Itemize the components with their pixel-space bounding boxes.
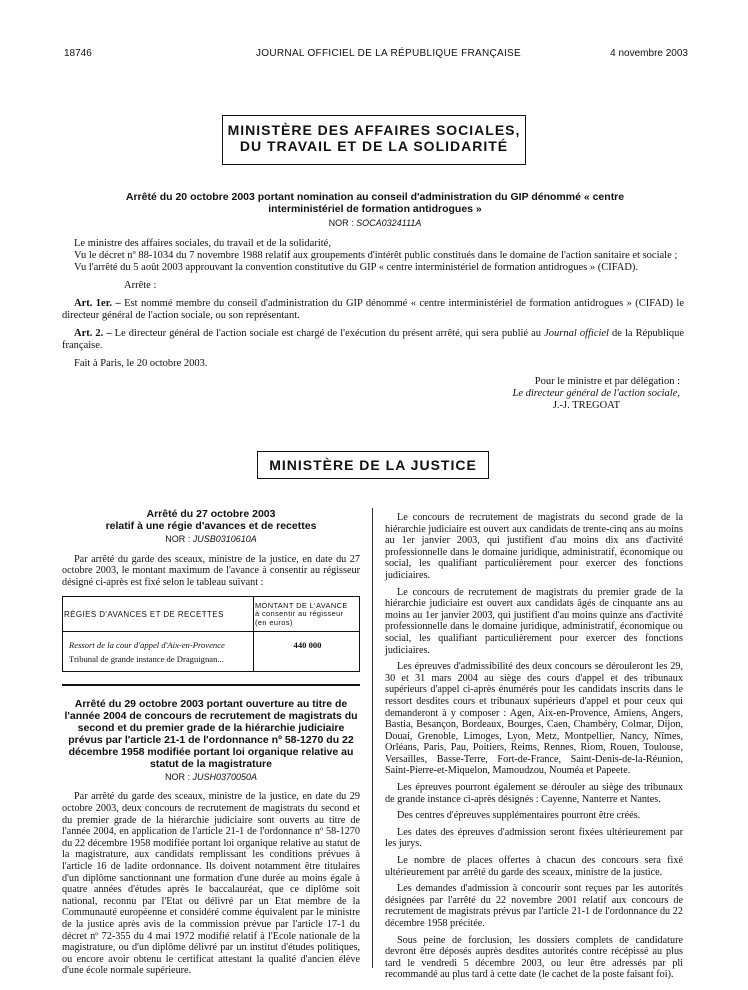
arrete-heading: Arrête :: [124, 280, 157, 291]
right-column: [385, 512, 683, 981]
nor-code: JUSH0370050A: [192, 771, 258, 782]
regie-table-header: [63, 597, 360, 632]
article-2: [62, 328, 684, 352]
journal-title: JOURNAL OFFICIEL DE LA RÉPUBLIQUE FRANÇAISE: [256, 48, 521, 59]
decree-title-cifad: Arrêté du 20 octobre 2003 portant nomination au conseil d'administration du GIP dénommé « centre interministériel de formation antidrogues »: [125, 191, 625, 215]
decree-title-regie-line2: relatif à une régie d'avances et de recettes: [105, 520, 317, 532]
article-2-label: Art. 2. –: [74, 328, 112, 339]
ministry-name-justice: MINISTÈRE DE LA JUSTICE: [269, 457, 477, 473]
decree-title-regie: [62, 508, 360, 532]
nor-code: JUSB0310610A: [192, 534, 257, 544]
nor-reference-regie: [62, 534, 360, 546]
paragraph-admission-dates: Les dates des épreuves d'admission seront fixées ultérieurement par les jurys.: [385, 826, 683, 850]
decree-title-regie-line1: Arrêté du 27 octobre 2003: [146, 508, 276, 520]
paragraph-applications: Les demandes d'admission à concourir sont reçues par les autorités désignées par l'arrêté du 22 novembre 2001 relatif aux concours de recrutement de magistrats prévus par l'article 21-1 de l'ordonnance du 22 décembre 1958 précitée.: [385, 883, 683, 929]
regie-table: [62, 596, 360, 672]
amount-header-line3: (en euros): [255, 617, 293, 627]
paragraph-deadline: Sous peine de forclusion, les dossiers complets de candidature devront être déposés auprès desdites autorités contre récépissé au plus tard le vendredi 5 décembre 2003, ou leur être adressés par pli recommandé au plus tard à cette date (le cachet de la poste faisant foi).: [385, 934, 683, 981]
article-2-journal: Journal officiel: [544, 328, 609, 339]
paragraph-first-grade: Le concours de recrutement de magistrats du premier grade de la hiérarchie judiciaire est ouvert aux candidats âgés de cinquante ans au moins au 1er janvier 2003, qui justifient d'au moins quinze ans d'activité professionnelle dans le domaine juridique, administratif, économique ou social, les qualifiant particulièrement pour exercer des fonctions judiciaires.: [385, 586, 683, 656]
column-divider: [372, 508, 373, 968]
regie-label: Tribunal de grande instance de Draguignan...: [69, 654, 224, 665]
nor-code: SOCA0324111A: [356, 218, 422, 228]
table-row: [63, 632, 360, 672]
regie-paragraph: Par arrêté du garde des sceaux, ministre de la justice, en date du 27 octobre 2003, le montant maximum de l'avance à consentir au régisseur désigné ci-après est fixé selon le tableau suivant :: [62, 553, 360, 588]
signature-block: [440, 376, 680, 412]
ministry-name-line1: MINISTÈRE DES AFFAIRES SOCIALES,: [227, 122, 521, 138]
signature-function: Le directeur général de l'action sociale,: [512, 388, 680, 399]
concours-intro-paragraph: Par arrêté du garde des sceaux, ministre de la justice, en date du 29 octobre 2003, deux concours de recrutement de magistrats du second et du premier grade de la hiérarchie judiciaire sont ouverts au titre de l'année 2004, en application de l'article 21-1 de l'ordonnance nº 58-1270 du 22 décembre 1958 modifiée portant loi organique relative au statut de la magistrature, aux candidats remplissant les conditions prévues à l'article 16 de ladite ordonnance. Ils doivent notamment être titulaires d'un diplôme sanctionnant une formation d'une durée au moins égale à quatre années d'études après le baccalauréat, que ce diplôme soit national, reconnu par l'Etat ou délivré par un Etat membre de la Communauté européenne et considéré comme équivalent par le ministre de la justice après avis de la commission prévue par l'article 17-1 du décret nº 72-355 du 4 mai 1972 modifié relatif à l'Ecole nationale de la magistrature, ou d'un diplôme délivré par un institut d'études politiques, ou encore avoir obtenu le certificat attestant la qualité d'ancien élève d'une école normale supérieure.: [62, 791, 360, 977]
ministry-box-justice: [257, 451, 489, 479]
article-1: [62, 298, 684, 322]
nor-reference-cifad: [120, 218, 630, 228]
article-2-text: Le directeur général de l'action sociale est chargé de l'exécution du présent arrêté, qui sera publié au: [114, 328, 542, 339]
article-1-text: Est nommé membre du conseil d'administration du GIP dénommé « centre interministériel de formation antidrogues » (CIFAD) le directeur général de l'action sociale, ou son représentant.: [62, 298, 685, 321]
ministry-box-social-affairs: [222, 115, 526, 165]
signed-at: Fait à Paris, le 20 octobre 2003.: [74, 358, 208, 369]
section-rule: [62, 684, 360, 686]
ministry-name-line2: DU TRAVAIL ET DE LA SOLIDARITÉ: [239, 138, 509, 154]
regie-group: Ressort de la cour d'appel d'Aix-en-Provence: [69, 640, 225, 651]
paragraph-tribunals: Les épreuves pourront également se dérouler au siège des tribunaux de grande instance ci-après désignés : Cayenne, Nanterre et Nantes.: [385, 782, 683, 805]
paragraph-centres: Des centres d'épreuves supplémentaires pourront être créés.: [397, 810, 641, 822]
visa-order: Vu l'arrêté du 5 août 2003 approuvant la convention constitutive du GIP « centre interministériel de formation antidrogues » (CIFAD).: [74, 262, 639, 273]
decree-title-concours: Arrêté du 29 octobre 2003 portant ouverture au titre de l'année 2004 de concours de recrutement de magistrats du second et du premier grade de la hiérarchie judiciaire prévus par l'article 21-1 de l'ordonnance nº 58-1270 du 22 décembre 1958 modifiée portant loi organique relative au statut de la magistrature: [64, 697, 358, 770]
paragraph-admissibility: Les épreuves d'admissibilité des deux concours se dérouleront les 29, 30 et 31 mars 2004 au siège des cours d'appel et des tribunaux supérieurs d'appel ci-après énumérés pour les candidats inscrits dans le ressort desdites cours et tribunaux supérieurs d'appel et pour ceux qui demanderont à y composer : Agen, Aix-en-Provence, Amiens, Angers, Bastia, Besançon, Bordeaux, Bourges, Caen, Chambéry, Colmar, Dijon, Douai, Grenoble, Limoges, Lyon, Metz, Montpellier, Nancy, Nîmes, Orléans, Paris, Pau, Poitiers, Reims, Rennes, Riom, Rouen, Toulouse, Versailles, Basse-Terre, Fort-de-France, Saint-Denis-de-la-Réunion, Saint-Pierre-et-Miquelon, Mamoudzou, Nouméa et Papeete.: [385, 661, 683, 777]
amount-cell: 440 000: [254, 632, 360, 672]
article-1-label: Art. 1er. –: [74, 298, 121, 309]
left-column: [62, 508, 360, 977]
visa-minister: Le ministre des affaires sociales, du travail et de la solidarité,: [74, 238, 331, 249]
regie-cell: [63, 632, 254, 672]
amount-header-line1: MONTANT DE L'AVANCE: [255, 600, 348, 610]
paragraph-places: Le nombre de places offertes à chacun des concours sera fixé ultérieurement par arrêté du garde des sceaux, ministre de la justice.: [385, 855, 683, 878]
nor-prefix: NOR :: [164, 771, 190, 782]
issue-date: 4 novembre 2003: [610, 48, 688, 59]
decree-body-cifad: [62, 238, 684, 370]
article-2-text-end: de la République française.: [62, 328, 685, 351]
nor-prefix: NOR :: [165, 534, 191, 544]
paragraph-second-grade: Le concours de recrutement de magistrats du second grade de la hiérarchie judiciaire est ouvert aux candidats de trente-cinq ans au moins au 1er janvier 2003, qui justifient d'au moins dix ans d'activité professionnelle dans le domaine juridique, administratif, économique ou social, les qualifiant particulièrement pour exercer des fonctions judiciaires.: [385, 512, 683, 581]
signature-name: J.-J. TREGOAT: [552, 400, 620, 411]
nor-reference-concours: [62, 772, 360, 784]
visa-decree: Vu le décret nº 88-1034 du 7 novembre 1988 relatif aux groupements d'intérêt public constitués dans le domaine de l'action sanitaire et sociale ;: [74, 250, 678, 261]
signature-delegation: Pour le ministre et par délégation :: [534, 376, 680, 387]
amount-header-line2: à consentir au régisseur: [255, 609, 344, 619]
nor-prefix: NOR :: [328, 218, 354, 228]
amount-col-header: [254, 597, 360, 632]
page-number: 18746: [64, 48, 92, 59]
regie-col-header: RÉGIES D'AVANCES ET DE RECETTES: [63, 597, 254, 632]
